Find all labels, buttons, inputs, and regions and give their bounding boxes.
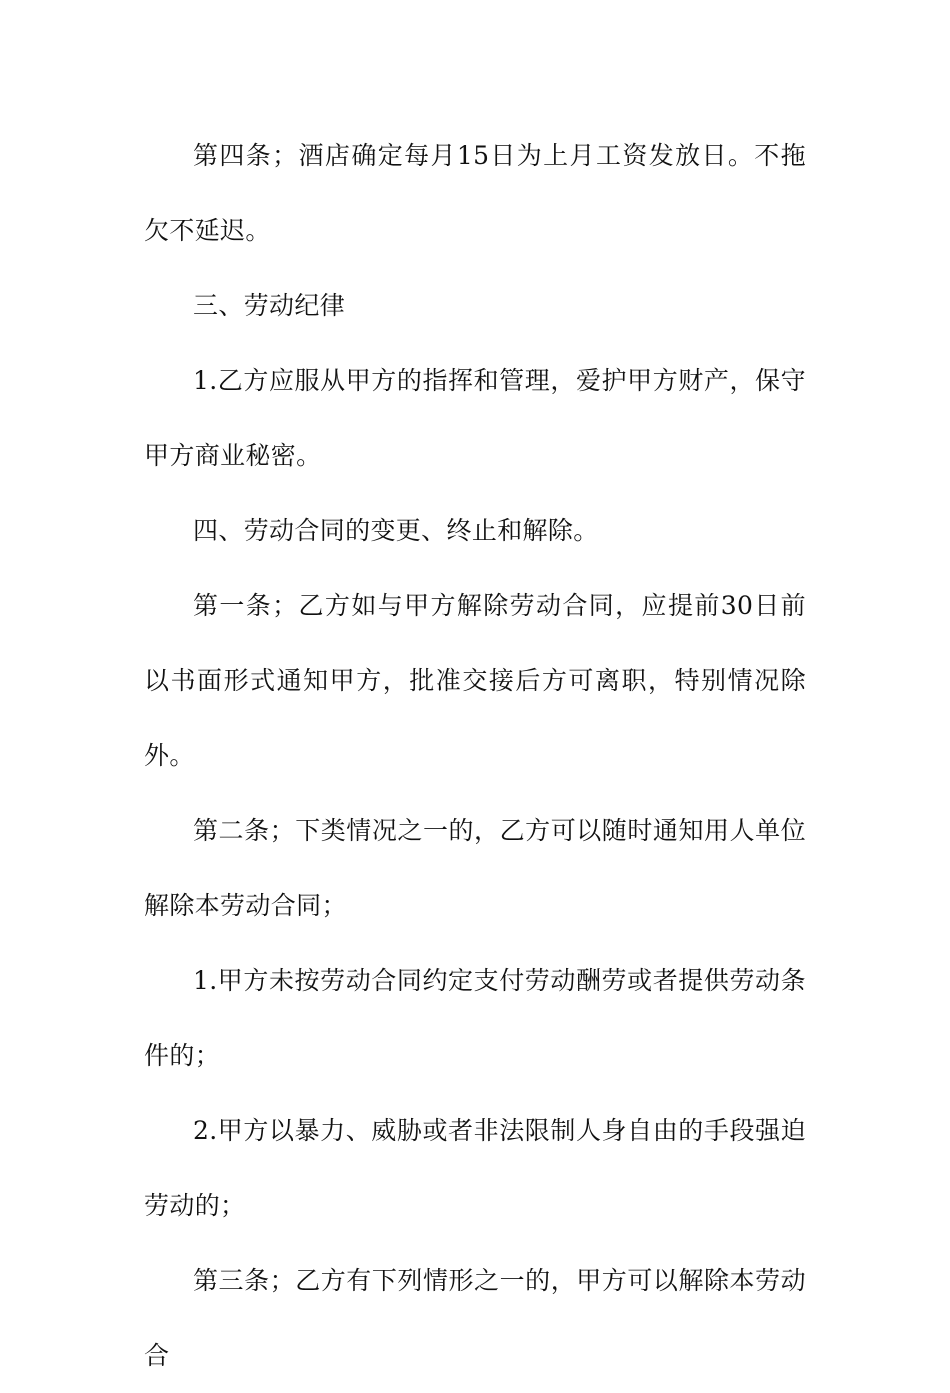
paragraph-article-two: 第二条；下类情况之一的，乙方可以随时通知用人单位解除本劳动合同； (144, 816, 806, 920)
paragraph-wage-payment-date: 第四条；酒店确定每月15日为上月工资发放日。不拖欠不延迟。 (144, 141, 806, 245)
paragraph-item-forced-labor: 2.甲方以暴力、威胁或者非法限制人身自由的手段强迫劳动的； (144, 1116, 806, 1220)
paragraph-article-three: 第三条；乙方有下列情形之一的，甲方可以解除本劳动合 (144, 1266, 806, 1370)
heading-labor-discipline: 三、劳动纪律 (193, 291, 346, 320)
paragraph-item-unpaid-wages: 1.甲方未按劳动合同约定支付劳动酬劳或者提供劳动条件的； (144, 966, 806, 1070)
heading-contract-change-termination: 四、劳动合同的变更、终止和解除。 (193, 516, 599, 545)
document-body (144, 118, 806, 1393)
paragraph-obey-management: 1.乙方应服从甲方的指挥和管理，爱护甲方财产，保守甲方商业秘密。 (144, 366, 806, 470)
paragraph-article-one: 第一条；乙方如与甲方解除劳动合同，应提前30日前以书面形式通知甲方，批准交接后方可离职，特别情况除外。 (144, 591, 806, 770)
